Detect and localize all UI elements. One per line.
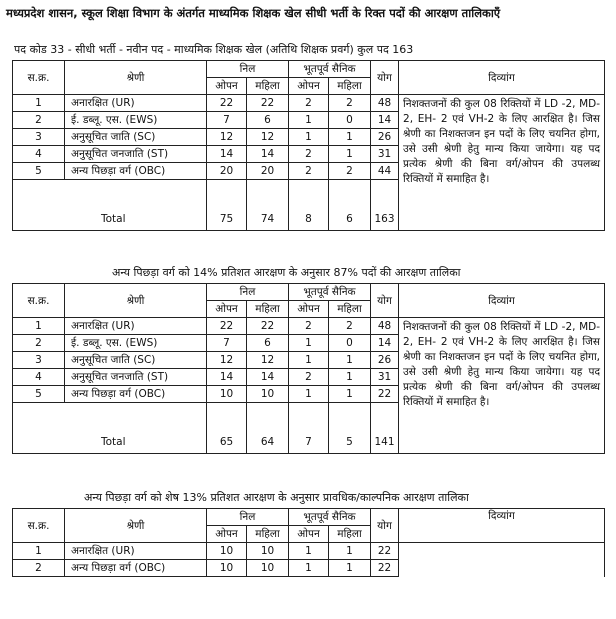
cell-female: 10 — [247, 386, 289, 403]
cell-open: 14 — [207, 369, 247, 386]
header-category: श्रेणी — [65, 509, 207, 543]
reservation-table-1 — [12, 60, 605, 231]
cell-sno: 5 — [13, 163, 65, 180]
header-divyang: दिव्यांग — [399, 509, 605, 543]
cell-ex-female: 1 — [329, 386, 371, 403]
cell-total: 44 — [371, 163, 399, 180]
cell-sno: 2 — [13, 560, 65, 577]
cell-ex-open: 1 — [289, 112, 329, 129]
cell-category: अनुसूचित जाति (SC) — [65, 129, 207, 146]
cell-ex-female: 2 — [329, 318, 371, 335]
header-sno: स.क्र. — [13, 509, 65, 543]
total-ex-open: 7 — [289, 403, 329, 454]
cell-total: 22 — [371, 386, 399, 403]
header-female: महिला — [247, 78, 289, 95]
header-ex-open: ओपन — [289, 526, 329, 543]
cell-open: 20 — [207, 163, 247, 180]
cell-total: 48 — [371, 95, 399, 112]
header-ex-open: ओपन — [289, 78, 329, 95]
cell-female: 6 — [247, 112, 289, 129]
total-label: Total — [13, 180, 207, 231]
cell-female: 14 — [247, 369, 289, 386]
cell-open: 7 — [207, 335, 247, 352]
header-open: ओपन — [207, 78, 247, 95]
cell-total: 22 — [371, 560, 399, 577]
cell-category: अनुसूचित जाति (SC) — [65, 352, 207, 369]
cell-ex-female: 1 — [329, 129, 371, 146]
cell-ex-female: 1 — [329, 146, 371, 163]
cell-sno: 3 — [13, 129, 65, 146]
cell-female: 22 — [247, 95, 289, 112]
cell-total: 31 — [371, 146, 399, 163]
header-ex-servicemen: भूतपूर्व सैनिक — [289, 284, 371, 301]
cell-ex-female: 1 — [329, 560, 371, 577]
header-total: योग — [371, 284, 399, 318]
cell-category: अनारक्षित (UR) — [65, 95, 207, 112]
total-ex-female: 5 — [329, 403, 371, 454]
cell-open: 14 — [207, 146, 247, 163]
cell-total: 26 — [371, 352, 399, 369]
cell-category: अनुसूचित जनजाति (ST) — [65, 146, 207, 163]
cell-category: ई. डब्लू. एस. (EWS) — [65, 335, 207, 352]
cell-sno: 5 — [13, 386, 65, 403]
table-row — [13, 95, 605, 112]
cell-total: 31 — [371, 369, 399, 386]
reservation-table-2 — [12, 283, 605, 454]
header-ex-servicemen: भूतपूर्व सैनिक — [289, 61, 371, 78]
cell-ex-female: 1 — [329, 543, 371, 560]
header-total: योग — [371, 61, 399, 95]
cell-ex-female: 2 — [329, 95, 371, 112]
cell-female: 22 — [247, 318, 289, 335]
cell-ex-open: 2 — [289, 369, 329, 386]
cell-sno: 4 — [13, 146, 65, 163]
header-ex-female: महिला — [329, 526, 371, 543]
header-ex-servicemen: भूतपूर्व सैनिक — [289, 509, 371, 526]
cell-ex-female: 1 — [329, 352, 371, 369]
cell-sno: 4 — [13, 369, 65, 386]
cell-ex-female: 0 — [329, 112, 371, 129]
cell-total: 48 — [371, 318, 399, 335]
cell-ex-open: 1 — [289, 352, 329, 369]
header-nil: निल — [207, 61, 289, 78]
table-row — [13, 318, 605, 335]
cell-category: अनारक्षित (UR) — [65, 318, 207, 335]
cell-category: अनारक्षित (UR) — [65, 543, 207, 560]
header-total: योग — [371, 509, 399, 543]
header-divyang: दिव्यांग — [399, 61, 605, 95]
cell-open: 10 — [207, 386, 247, 403]
table-1-caption: पद कोड 33 - सीधी भर्ती - नवीन पद - माध्यमिक शिक्षक खेल (अतिथि शिक्षक प्रवर्ग) कुल पद 163 — [14, 43, 414, 56]
cell-ex-open: 1 — [289, 543, 329, 560]
cell-total: 22 — [371, 543, 399, 560]
header-ex-open: ओपन — [289, 301, 329, 318]
total-female: 64 — [247, 403, 289, 454]
cell-category: अन्य पिछड़ा वर्ग (OBC) — [65, 163, 207, 180]
cell-open: 12 — [207, 352, 247, 369]
cell-ex-open: 2 — [289, 318, 329, 335]
cell-ex-open: 1 — [289, 335, 329, 352]
cell-ex-open: 1 — [289, 560, 329, 577]
cell-total: 14 — [371, 335, 399, 352]
cell-category: ई. डब्लू. एस. (EWS) — [65, 112, 207, 129]
cell-ex-female: 1 — [329, 369, 371, 386]
cell-female: 10 — [247, 543, 289, 560]
cell-total: 26 — [371, 129, 399, 146]
header-female: महिला — [247, 301, 289, 318]
divyang-note: निशक्तजनों की कुल 08 रिक्तियों में LD -2, MD-2, EH- 2 एवं VH-2 के लिए आरक्षित है। जिस श्रेणी का निशक्तजन इन पदों के लिए चयनित होगा, उसे उसी श्रेणी हेतु मान्य किया जायेगा। यह पद प्रत्येक श्रेणी की बिना वर्ग/ओपन की उपलब्ध रिक्तियों में समाहित है। — [399, 95, 605, 231]
cell-ex-open: 2 — [289, 146, 329, 163]
header-nil: निल — [207, 284, 289, 301]
cell-open: 22 — [207, 95, 247, 112]
cell-ex-open: 2 — [289, 95, 329, 112]
cell-female: 12 — [247, 129, 289, 146]
cell-ex-female: 0 — [329, 335, 371, 352]
cell-ex-open: 1 — [289, 386, 329, 403]
cell-open: 10 — [207, 560, 247, 577]
divyang-note: निशक्तजनों की कुल 08 रिक्तियों में LD -2, MD-2, EH- 2 एवं VH-2 के लिए आरक्षित है। जिस श्रेणी का निशक्तजन इन पदों के लिए चयनित होगा, उसे उसी श्रेणी हेतु मान्य किया जायेगा। यह पद प्रत्येक श्रेणी की बिना वर्ग/ओपन की उपलब्ध रिक्तियों में समाहित है। — [399, 318, 605, 454]
header-ex-female: महिला — [329, 78, 371, 95]
cell-sno: 2 — [13, 335, 65, 352]
cell-female: 6 — [247, 335, 289, 352]
cell-ex-open: 1 — [289, 129, 329, 146]
total-female: 74 — [247, 180, 289, 231]
cell-category: अन्य पिछड़ा वर्ग (OBC) — [65, 386, 207, 403]
header-open: ओपन — [207, 301, 247, 318]
total-ex-open: 8 — [289, 180, 329, 231]
page-title: मध्यप्रदेश शासन, स्कूल शिक्षा विभाग के अंतर्गत माध्यमिक शिक्षक खेल सीधी भर्ती के रिक्त पदों की आरक्षण तालिकाएँ — [6, 6, 501, 20]
table-row — [13, 543, 605, 560]
header-sno: स.क्र. — [13, 284, 65, 318]
cell-female: 12 — [247, 352, 289, 369]
header-female: महिला — [247, 526, 289, 543]
header-divyang: दिव्यांग — [399, 284, 605, 318]
header-category: श्रेणी — [65, 61, 207, 95]
cell-ex-female: 2 — [329, 163, 371, 180]
table-3-caption: अन्य पिछड़ा वर्ग को शेष 13% प्रतिशत आरक्षण के अनुसार प्रावधिक/काल्पनिक आरक्षण तालिका — [84, 491, 469, 504]
cell-open: 22 — [207, 318, 247, 335]
cell-female: 20 — [247, 163, 289, 180]
cell-female: 10 — [247, 560, 289, 577]
reservation-table-3 — [12, 508, 605, 577]
table-2-caption: अन्य पिछड़ा वर्ग को 14% प्रतिशत आरक्षण के अनुसार 87% पदों की आरक्षण तालिका — [112, 266, 461, 279]
cell-open: 10 — [207, 543, 247, 560]
cell-category: अन्य पिछड़ा वर्ग (OBC) — [65, 560, 207, 577]
total-grand: 141 — [371, 403, 399, 454]
cell-female: 14 — [247, 146, 289, 163]
header-category: श्रेणी — [65, 284, 207, 318]
cell-sno: 3 — [13, 352, 65, 369]
divyang-empty — [399, 543, 605, 577]
cell-total: 14 — [371, 112, 399, 129]
total-label: Total — [13, 403, 207, 454]
total-open: 75 — [207, 180, 247, 231]
cell-open: 12 — [207, 129, 247, 146]
total-open: 65 — [207, 403, 247, 454]
cell-sno: 1 — [13, 318, 65, 335]
cell-open: 7 — [207, 112, 247, 129]
cell-ex-open: 2 — [289, 163, 329, 180]
cell-category: अनुसूचित जनजाति (ST) — [65, 369, 207, 386]
cell-sno: 1 — [13, 95, 65, 112]
total-grand: 163 — [371, 180, 399, 231]
header-ex-female: महिला — [329, 301, 371, 318]
cell-sno: 2 — [13, 112, 65, 129]
header-nil: निल — [207, 509, 289, 526]
total-ex-female: 6 — [329, 180, 371, 231]
header-open: ओपन — [207, 526, 247, 543]
cell-sno: 1 — [13, 543, 65, 560]
header-sno: स.क्र. — [13, 61, 65, 95]
